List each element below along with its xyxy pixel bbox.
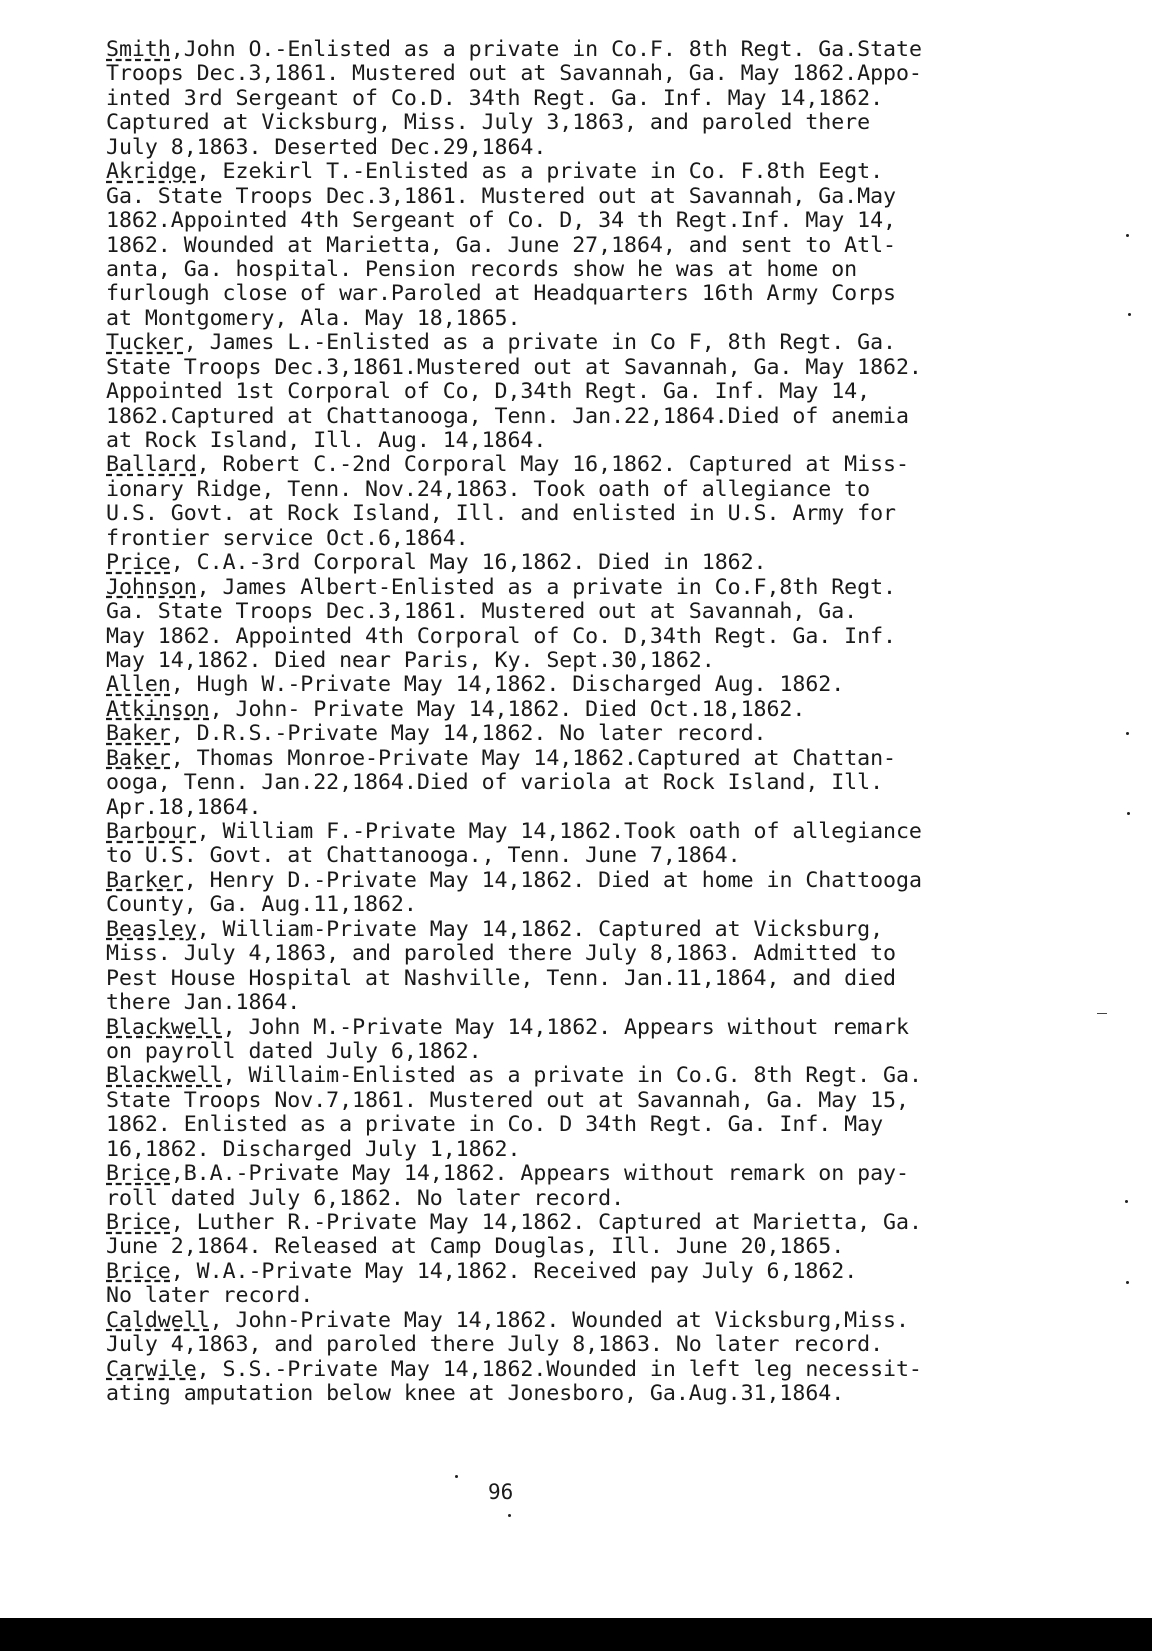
text-line <box>106 796 1106 820</box>
soldier-surname: Smith <box>106 37 171 62</box>
entry-text: 1862. Enlisted as a private in Co. D 34th Regt. Ga. Inf. May <box>106 1112 884 1138</box>
entry-text: , W.A.-Private May 14,1862. Received pay July 6,1862. <box>170 1258 858 1284</box>
entry-text: furlough close of war.Paroled at Headquarters 16th Army Corps <box>106 281 896 307</box>
soldier-surname: Atkinson <box>106 696 210 722</box>
entry-text: , Willaim-Enlisted as a private in Co.G. 8th Regt. Ga. <box>222 1063 922 1089</box>
soldier-surname: Brice <box>106 1161 171 1187</box>
entry-text: Appointed 1st Corporal of Co, D,34th Regt. Ga. Inf. May 14, <box>106 379 871 405</box>
entry-text: , Robert C.-2nd Corporal May 16,1862. Captured at Miss- <box>196 452 909 478</box>
text-line <box>106 111 1106 135</box>
text-line <box>106 1358 1106 1382</box>
text-line <box>106 1138 1106 1162</box>
text-line <box>106 1187 1106 1211</box>
entry-text: at Montgomery, Ala. May 18,1865. <box>106 305 521 331</box>
text-line <box>106 1235 1106 1259</box>
text-line <box>106 551 1106 575</box>
text-line <box>106 1284 1106 1308</box>
entry-text: July 4,1863, and paroled there July 8,1863. No later record. <box>106 1332 884 1358</box>
text-line <box>106 747 1106 771</box>
text-line <box>106 1309 1106 1333</box>
text-line <box>106 331 1106 355</box>
soldier-surname: Caldwell <box>106 1307 210 1333</box>
entry-text: ,John O.-Enlisted as a private in Co.F. 8th Regt. Ga.State <box>170 37 922 62</box>
soldier-surname: Blackwell <box>106 1063 223 1089</box>
text-line <box>106 625 1106 649</box>
scan-speck <box>455 1475 458 1478</box>
entry-text: , Ezekirl T.-Enlisted as a private in Co. F.8th Eegt. <box>196 159 884 185</box>
text-line <box>106 698 1106 722</box>
text-line <box>106 771 1106 795</box>
text-line <box>106 429 1106 453</box>
entry-text: County, Ga. Aug.11,1862. <box>106 892 417 918</box>
text-line <box>106 185 1106 209</box>
entry-text: , D.R.S.-Private May 14,1862. No later record. <box>170 721 767 747</box>
scan-speck <box>1128 313 1131 316</box>
text-line <box>106 722 1106 746</box>
text-line <box>106 453 1106 477</box>
entry-text: Apr.18,1864. <box>106 794 262 820</box>
text-line <box>106 991 1106 1015</box>
scan-speck <box>1127 812 1130 815</box>
entry-text: inted 3rd Sergeant of Co.D. 34th Regt. Ga. Inf. May 14,1862. <box>106 85 884 111</box>
text-line <box>106 942 1106 966</box>
text-line <box>106 478 1106 502</box>
text-line <box>106 62 1106 86</box>
text-line <box>106 234 1106 258</box>
entry-text: Pest House Hospital at Nashville, Tenn. Jan.11,1864, and died <box>106 965 896 991</box>
text-line <box>106 1382 1106 1406</box>
soldier-surname: Brice <box>106 1210 171 1235</box>
scan-speck <box>1126 234 1129 237</box>
entry-text: , John M.-Private May 14,1862. Appears without remark <box>222 1014 909 1040</box>
entry-text: Captured at Vicksburg, Miss. July 3,1863, and paroled there <box>106 110 871 136</box>
entry-text: , John-Private May 14,1862. Wounded at Vicksburg,Miss. <box>209 1307 909 1333</box>
soldier-surname: Baker <box>106 721 171 747</box>
text-line <box>106 502 1106 526</box>
entry-text: , Luther R.-Private May 14,1862. Captured at Marietta, Ga. <box>170 1210 922 1235</box>
text-line <box>106 380 1106 404</box>
entry-text: , S.S.-Private May 14,1862.Wounded in left leg necessit- <box>196 1356 922 1382</box>
text-line <box>106 967 1106 991</box>
soldier-surname: Barbour <box>106 819 197 844</box>
soldier-surname: Johnson <box>106 574 197 600</box>
text-line <box>106 600 1106 624</box>
entry-text: , Hugh W.-Private May 14,1862. Discharged Aug. 1862. <box>170 672 845 698</box>
scan-speck <box>1126 732 1129 735</box>
text-line <box>106 1162 1106 1186</box>
entry-text: July 8,1863. Deserted Dec.29,1864. <box>106 134 547 160</box>
soldier-surname: Akridge <box>106 159 197 185</box>
entry-text: 1862. Wounded at Marietta, Ga. June 27,1864, and sent to Atl- <box>106 232 896 258</box>
text-line <box>106 160 1106 184</box>
soldier-surname: Beasley <box>106 916 197 942</box>
entry-text: May 14,1862. Died near Paris, Ky. Sept.30,1862. <box>106 647 715 673</box>
entry-text: roll dated July 6,1862. No later record. <box>106 1185 625 1211</box>
text-line <box>106 307 1106 331</box>
text-line <box>106 1211 1106 1235</box>
page-number: 96 <box>488 1480 514 1504</box>
text-line <box>106 209 1106 233</box>
text-line <box>106 356 1106 380</box>
roster-text <box>106 38 1106 1407</box>
entry-text: U.S. Govt. at Rock Island, Ill. and enlisted in U.S. Army for <box>106 501 896 527</box>
text-line <box>106 1333 1106 1357</box>
entry-text: State Troops Nov.7,1861. Mustered out at Savannah, Ga. May 15, <box>106 1087 909 1113</box>
entry-text: there Jan.1864. <box>106 990 301 1016</box>
text-line <box>106 918 1106 942</box>
soldier-surname: Allen <box>106 672 171 698</box>
text-line <box>106 576 1106 600</box>
text-line <box>106 1089 1106 1113</box>
text-line <box>106 136 1106 160</box>
entry-text: Ga. State Troops Dec.3,1861. Mustered out at Savannah, Ga.May <box>106 183 896 209</box>
scan-mark <box>1097 1013 1107 1014</box>
entry-text: State Troops Dec.3,1861.Mustered out at Savannah, Ga. May 1862. <box>106 354 922 380</box>
soldier-surname: Price <box>106 550 171 576</box>
soldier-surname: Carwile <box>106 1356 197 1382</box>
entry-text: Troops Dec.3,1861. Mustered out at Savannah, Ga. May 1862.Appo- <box>106 61 922 87</box>
soldier-surname: Barker <box>106 867 184 893</box>
entry-text: , James L.-Enlisted as a private in Co F, 8th Regt. Ga. <box>183 330 896 356</box>
text-line <box>106 1040 1106 1064</box>
entry-text: to U.S. Govt. at Chattanooga., Tenn. June 7,1864. <box>106 843 741 869</box>
scan-speck <box>1125 1200 1128 1203</box>
text-line <box>106 893 1106 917</box>
text-line <box>106 1260 1106 1284</box>
text-line <box>106 820 1106 844</box>
entry-text: at Rock Island, Ill. Aug. 14,1864. <box>106 428 547 453</box>
entry-text: ooga, Tenn. Jan.22,1864.Died of variola at Rock Island, Ill. <box>106 770 884 796</box>
entry-text: , William F.-Private May 14,1862.Took oath of allegiance <box>196 819 922 844</box>
text-line <box>106 869 1106 893</box>
entry-text: on payroll dated July 6,1862. <box>106 1038 482 1064</box>
entry-text: ating amputation below knee at Jonesboro, Ga.Aug.31,1864. <box>106 1381 845 1407</box>
scan-speck <box>1126 1281 1129 1284</box>
text-line <box>106 527 1106 551</box>
text-line <box>106 844 1106 868</box>
entry-text: frontier service Oct.6,1864. <box>106 525 469 551</box>
entry-text: 1862.Appointed 4th Sergeant of Co. D, 34 th Regt.Inf. May 14, <box>106 208 896 234</box>
entry-text: 1862.Captured at Chattanooga, Tenn. Jan.22,1864.Died of anemia <box>106 403 909 429</box>
entry-text: ,B.A.-Private May 14,1862. Appears without remark on pay- <box>170 1161 909 1187</box>
soldier-surname: Tucker <box>106 330 184 356</box>
entry-text: Ga. State Troops Dec.3,1861. Mustered out at Savannah, Ga. <box>106 599 858 625</box>
text-line <box>106 1016 1106 1040</box>
soldier-surname: Brice <box>106 1258 171 1284</box>
entry-text: , Thomas Monroe-Private May 14,1862.Captured at Chattan- <box>170 745 896 771</box>
entry-text: , Henry D.-Private May 14,1862. Died at home in Chattooga <box>183 867 922 893</box>
entry-text: Miss. July 4,1863, and paroled there July 8,1863. Admitted to <box>106 941 896 967</box>
scan-bottom-border <box>0 1618 1152 1651</box>
entry-text: , C.A.-3rd Corporal May 16,1862. Died in 1862. <box>170 550 767 576</box>
text-line <box>106 649 1106 673</box>
text-line <box>106 1113 1106 1137</box>
text-line <box>106 87 1106 111</box>
text-line <box>106 1064 1106 1088</box>
entry-text: No later record. <box>106 1283 314 1309</box>
entry-text: , James Albert-Enlisted as a private in Co.F,8th Regt. <box>196 574 896 600</box>
soldier-surname: Blackwell <box>106 1014 223 1040</box>
entry-text: 16,1862. Discharged July 1,1862. <box>106 1136 521 1162</box>
text-line <box>106 282 1106 306</box>
entry-text: May 1862. Appointed 4th Corporal of Co. D,34th Regt. Ga. Inf. <box>106 623 896 649</box>
soldier-surname: Baker <box>106 745 171 771</box>
entry-text: , William-Private May 14,1862. Captured at Vicksburg, <box>196 916 884 942</box>
text-line <box>106 673 1106 697</box>
entry-text: , John- Private May 14,1862. Died Oct.18,1862. <box>209 696 806 722</box>
entry-text: ionary Ridge, Tenn. Nov.24,1863. Took oath of allegiance to <box>106 476 871 502</box>
entry-text: anta, Ga. hospital. Pension records show he was at home on <box>106 256 858 282</box>
soldier-surname: Ballard <box>106 452 197 478</box>
text-line <box>106 38 1106 62</box>
entry-text: June 2,1864. Released at Camp Douglas, Ill. June 20,1865. <box>106 1234 845 1260</box>
text-line <box>106 405 1106 429</box>
scan-speck <box>508 1514 511 1517</box>
text-line <box>106 258 1106 282</box>
